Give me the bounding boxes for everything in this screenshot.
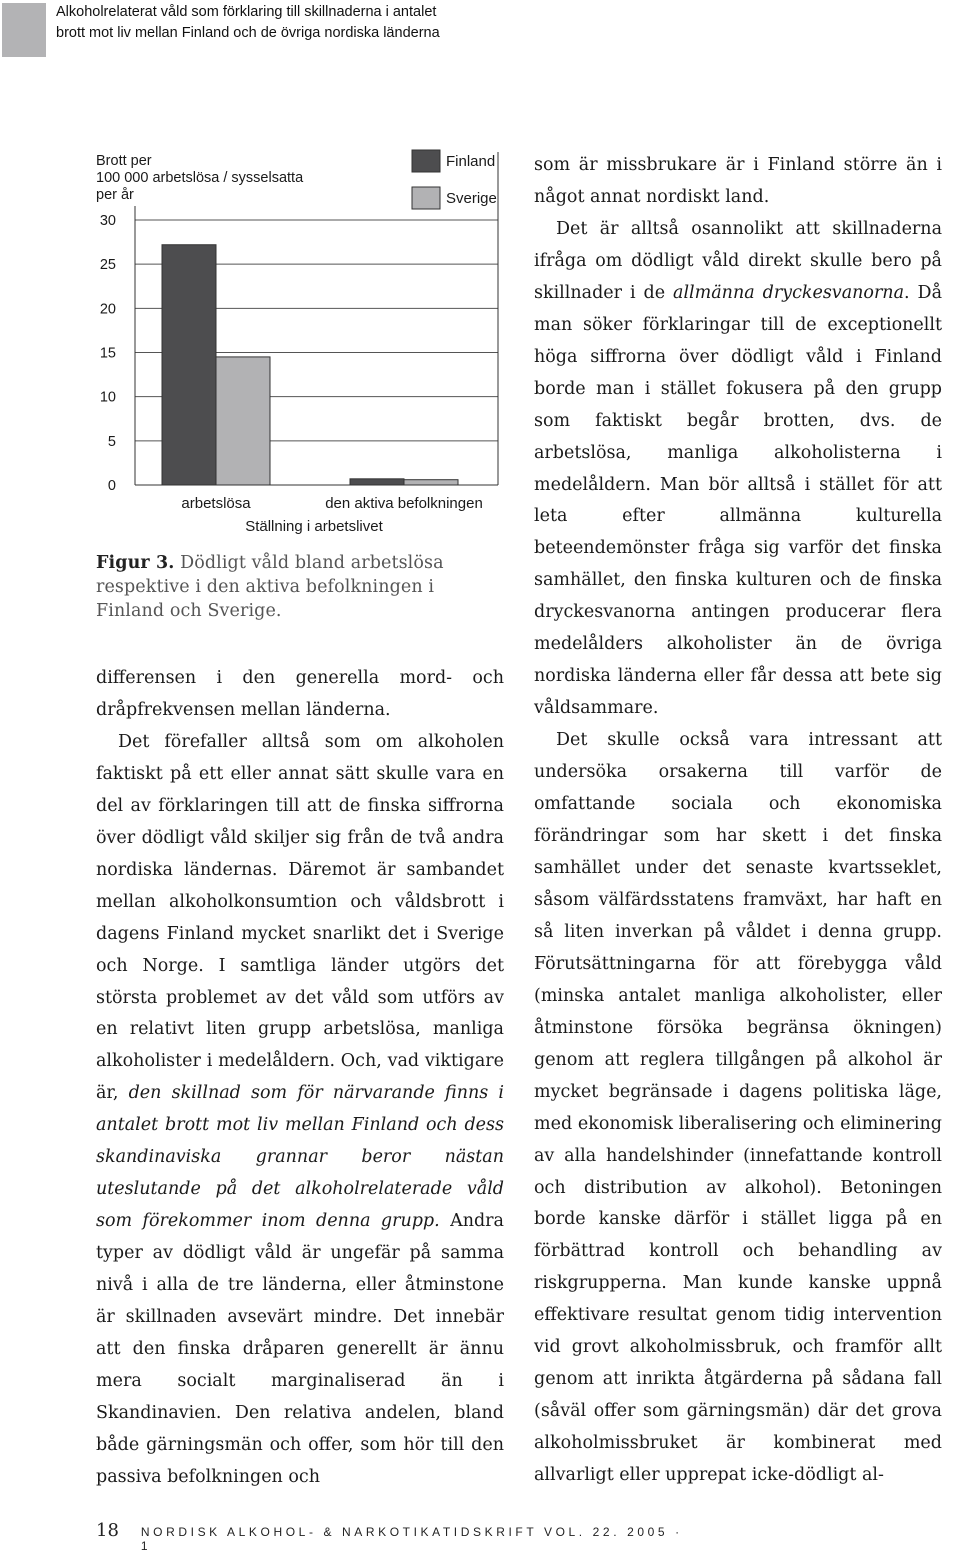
y-axis-label-line: 100 000 arbetslösa / sysselsatta: [96, 170, 304, 186]
right-p2-text-b: . Då man söker förklaringar till de exceptionellt höga siffrorna över dödligt våld i Finland borde man i stället fokusera på den grupp som faktiskt begår brotten, dvs. de arbetslösa, manliga alkoholisterna i medelåldern. Man bör alltså i stället för att leta efter allmänna kulturella beteendemönster fråga sig varför det finska samhället, den finska kulturen och de finska dryckesvanorna antingen producerar flera medelålders alkoholister än de övriga nordiska länderna eller får dessa att bete sig våldsammare.: [534, 282, 942, 719]
legend-label-sverige: Sverige: [446, 190, 497, 207]
y-axis-label-line: per år: [96, 187, 134, 203]
page-footer: [96, 1520, 696, 1553]
running-header: [56, 2, 556, 43]
y-tick-label: 10: [99, 389, 116, 406]
y-tick-label: 20: [99, 301, 116, 318]
right-paragraph-2: [534, 214, 942, 725]
figure-caption-text: Dödligt våld bland arbetslösa respektive i den aktiva befolkningen i Finland och Sverige.: [96, 553, 444, 621]
y-tick-label: 5: [107, 433, 116, 450]
bar-finland-1: [162, 245, 216, 485]
left-column: [96, 663, 504, 1494]
left-p2-text-a: Det förefaller alltså som om alkoholen faktiskt på ett eller annat sätt skulle vara en del av förklaringen till att de finska siffrorna över dödligt våld skiljer sig från de två andra nordiska ländernas. Däremot är sambandet mellan alkoholkonsumtion och våldsbrott i dagens Finland mycket snarlikt det i Sverige och Norge. I samtliga länder utgörs det största problemet av det våld som utförs av en relativt liten grupp arbetslösa, manliga alkoholister i medelåldern. Och, vad viktigare är,: [96, 731, 504, 1104]
category-label: arbetslösa: [181, 495, 251, 512]
right-paragraph-3: Det skulle också vara intressant att undersöka orsakerna till varför de omfattande sociala och ekonomiska förändringar som har skett i det finska samhället under det senaste kvartsseklet, såsom välfärdsstatens framväxt, har haft en så liten inverkan på våldet i denna grupp. Förutsättningarna för att förebygga våld (minska antalet manliga alkoholister, eller åtminstone försöka begränsa ökningen) genom att reglera tillgången på alkohol är mycket begränsade i dagens politiska läge, med ekonomisk liberalisering och eliminering av alla handelshinder (innefattande kontroll och distribution av alkohol). Betoningen borde kanske därför i stället ligga på en förbättrad kontroll och behandling av riskgrupperna. Man kunde kanske uppnå effektivare resultat genom tidig intervention vid grovt alkoholmissbruk, och framför allt genom att inrikta åtgärderna på sådana fall (såväl offer som gärningsmän) där det grova alkoholmissbruket är kombinerat med allvarligt eller upprepat icke-dödligt al-: [534, 730, 942, 1486]
right-paragraph-1: som är missbrukare är i Finland större än i något annat nordiskt land.: [534, 155, 942, 207]
header-line-1: Alkoholrelaterat våld som förklaring till skillnaderna i antalet: [56, 4, 437, 20]
legend-label-finland: Finland: [446, 153, 496, 170]
figure-caption: [96, 551, 502, 623]
page-number: 18: [96, 1520, 119, 1541]
left-p2-text-b: Andra typer av dödligt våld är ungefär på samma nivå i alla de tre länderna, eller åtminstone är skillnaden avsevärt mindre. Det innebär att den finska dråparen generellt är ännu mera socialt marginaliserad än i Skandinavien. Den relativa andelen, bland både gärningsmän och offer, som hör till den passiva befolkningen och: [96, 1211, 504, 1487]
y-axis-label-line: Brott per: [96, 153, 152, 169]
header-gray-square: [2, 3, 46, 57]
figure-label: Figur 3.: [96, 553, 175, 573]
header-line-2: brott mot liv mellan Finland och de övriga nordiska länderna: [56, 24, 440, 41]
category-label: den aktiva befolkningen: [325, 495, 483, 512]
bar-sverige-2: [404, 480, 458, 485]
legend-swatch-sverige: [412, 187, 440, 209]
left-paragraph-1: differensen i den generella mord- och dråpfrekvensen mellan länderna.: [96, 668, 504, 720]
y-tick-label: 15: [99, 345, 116, 362]
bar-finland-2: [350, 479, 404, 485]
bar-sverige-1: [216, 357, 270, 485]
y-tick-label: 30: [99, 213, 116, 229]
left-p2-emphasis: den skillnad som för närvarande finns i antalet brott mot liv mellan Finland och dess skandinaviska grannar beror nästan uteslutande på det alkoholrelaterade våld som förekommer inom denna grupp.: [96, 1083, 504, 1232]
y-tick-label: 25: [99, 257, 116, 274]
bar-chart: [90, 148, 510, 543]
left-paragraph-2: [96, 727, 504, 1494]
legend-swatch-finland: [412, 150, 440, 172]
x-axis-title: Ställning i arbetslivet: [245, 518, 383, 535]
right-p2-text-a: Det är alltså osannolikt att skillnaderna ifråga om dödligt våld direkt skulle bero på skillnader i de: [534, 218, 942, 303]
right-p2-emphasis: allmänna dryckesvanorna: [673, 282, 905, 303]
journal-name: NORDISK ALKOHOL- & NARKOTIKATIDSKRIFT VOL. 22. 2005 · 1: [140, 1525, 683, 1553]
y-tick-label: 0: [107, 478, 116, 494]
right-column: [534, 150, 942, 1492]
